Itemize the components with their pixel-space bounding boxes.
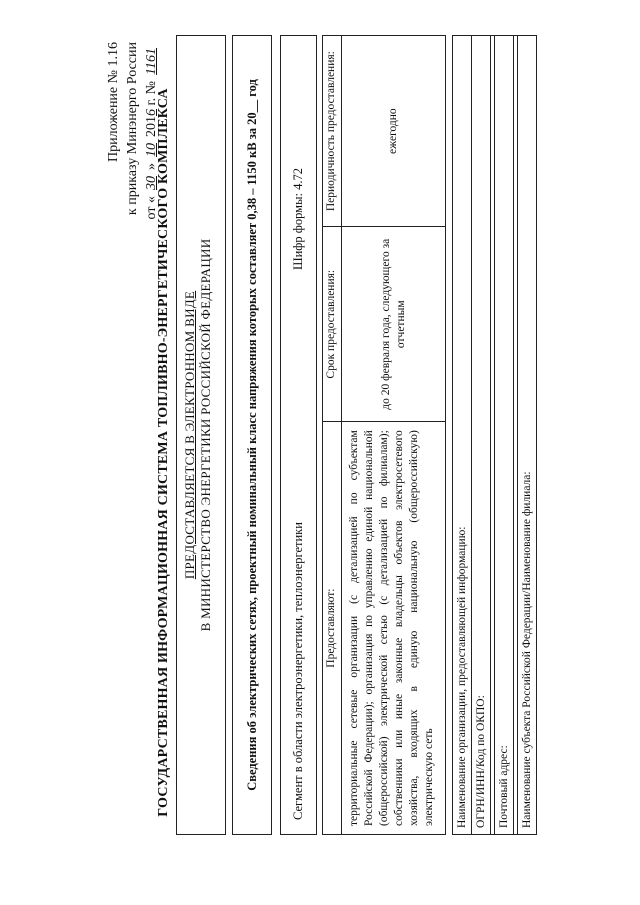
submit-box bbox=[176, 35, 226, 835]
order-year-digit: 6 bbox=[144, 109, 159, 116]
document-title: ГОСУДАРСТВЕННАЯ ИНФОРМАЦИОННАЯ СИСТЕМА ТОПЛИВНО-ЭНЕРГЕТИЧЕСКОГО КОМПЛЕКСА bbox=[156, 88, 171, 817]
table-row bbox=[342, 36, 446, 835]
organization-fields bbox=[452, 35, 537, 835]
periodicity-cell: ежегодно bbox=[342, 36, 446, 227]
form-code: Шифр формы: 4.72 bbox=[291, 168, 305, 270]
deadline-cell: до 20 февраля года, следующего за отчетным bbox=[342, 227, 446, 422]
header-providers: Предоставляют: bbox=[323, 422, 342, 835]
submission-table bbox=[322, 35, 446, 835]
report-title-box: Сведения об электрических сетях, проектный номинальный класс напряжения которых составляет 0,38 – 1150 кВ за 20__ год bbox=[232, 35, 272, 835]
submit-line-2: В МИНИСТЕРСТВО ЭНЕРГЕТИКИ РОССИЙСКОЙ ФЕДЕРАЦИИ bbox=[198, 238, 213, 632]
table-header-row bbox=[323, 36, 342, 835]
header-deadline: Срок предоставления: bbox=[323, 227, 342, 422]
submit-line-1: ПРЕДОСТАВЛЯЕТСЯ В ЭЛЕКТРОННОМ ВИДЕ bbox=[182, 290, 197, 580]
header-periodicity: Периодичность предоставления: bbox=[323, 36, 342, 227]
order-date-number: от «30»102016 г. №1161 bbox=[142, 42, 161, 402]
providers-cell: территориальные сетевые организации (с детализацией по субъектам Российской Федерации); организация по управлению единой национальной (общероссийской) электрической сетью (с детализацией по филиалам); собственники или иные законные владельцы объектов электросетевого хозяйства, входящих в единую национальную (общероссийскую) электрическую сеть bbox=[342, 422, 446, 835]
order-number: 1161 bbox=[144, 48, 159, 75]
order-reference: к приказу Минэнерго России bbox=[125, 42, 140, 216]
address-field: Почтовый адрес: bbox=[495, 36, 514, 835]
segment-box bbox=[280, 35, 317, 835]
segment-label: Сегмент в области электроэнергетики, теплоэнергетики bbox=[291, 522, 305, 820]
org-name-field: Наименование организации, предоставляющей информацию: bbox=[453, 36, 472, 835]
order-day: 30 bbox=[144, 176, 159, 190]
attachment-number: Приложение № 1.16 bbox=[106, 42, 121, 162]
attachment-header bbox=[104, 42, 161, 402]
subject-field: Наименование субъекта Российской Федерации/Наименование филиала: bbox=[518, 36, 537, 835]
order-month: 10 bbox=[144, 143, 159, 157]
ogrn-field: ОГРН/ИНН/Код по ОКПО: bbox=[472, 36, 491, 835]
